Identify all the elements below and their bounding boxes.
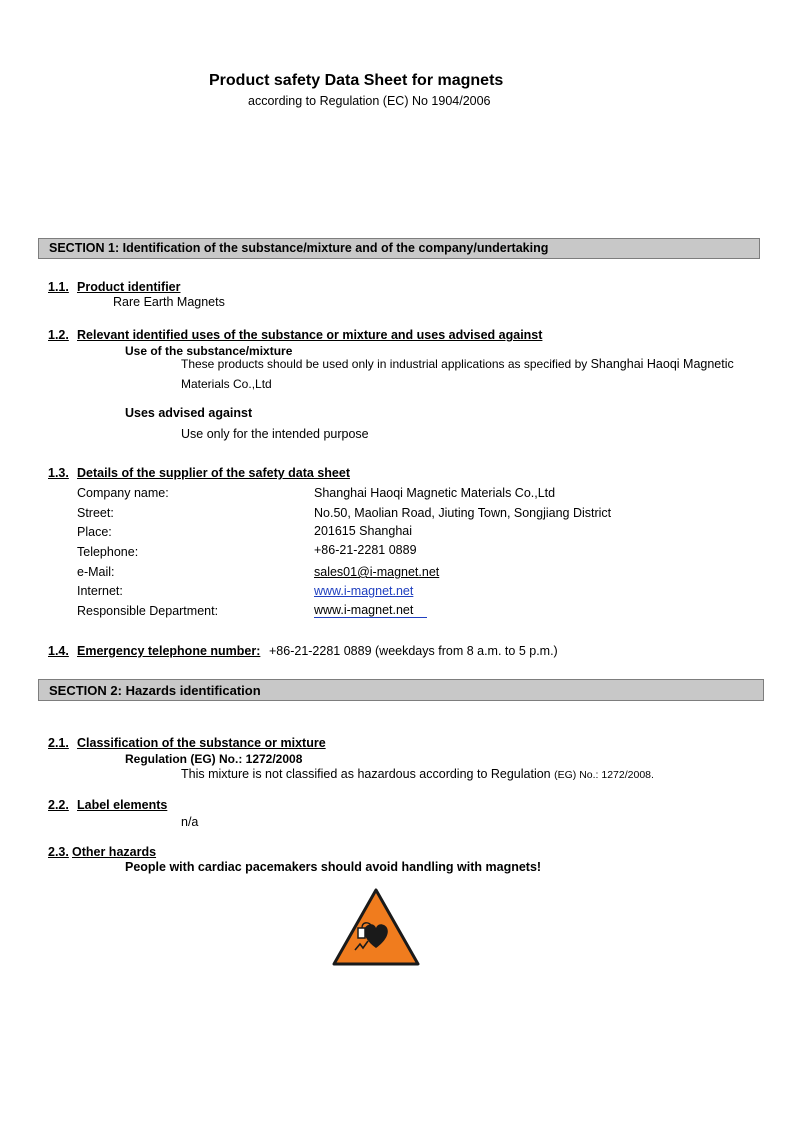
- supplier-value-telephone: +86-21-2281 0889: [314, 543, 417, 557]
- uses-against-text: Use only for the intended purpose: [181, 427, 369, 441]
- heading-2-3: [48, 845, 156, 859]
- uses-against-label: Uses advised against: [125, 406, 253, 420]
- supplier-label-internet: Internet:: [77, 584, 123, 598]
- heading-2-2: [48, 798, 167, 812]
- supplier-value-company: Shanghai Haoqi Magnetic Materials Co.,Ltd: [314, 486, 556, 500]
- supplier-value-street: No.50, Maolian Road, Jiuting Town, Songjiang District: [314, 506, 612, 520]
- heading-1-2-text: Relevant identified uses of the substance or mixture and uses advised against: [77, 328, 543, 342]
- heading-2-3-text: Other hazards: [72, 845, 157, 859]
- use-text: [181, 357, 734, 371]
- section-2-title: SECTION 2: Hazards identification: [49, 683, 261, 698]
- department-link[interactable]: www.i-magnet.net: [314, 603, 427, 618]
- product-identifier-value: Rare Earth Magnets: [113, 295, 225, 309]
- supplier-label-telephone: Telephone:: [77, 545, 139, 559]
- use-text-line-1: These products should be used only in industrial applications as specified by: [181, 357, 588, 371]
- supplier-label-company: Company name:: [77, 486, 169, 500]
- section-1-title: SECTION 1: Identification of the substance/mixture and of the company/undertaking: [49, 241, 549, 255]
- heading-1-3-number: 1.3.: [48, 466, 69, 480]
- emergency-hours: (weekdays from 8 a.m. to 5 p.m.): [375, 644, 558, 658]
- classification-text: [181, 767, 654, 781]
- pacemaker-warning-text: People with cardiac pacemakers should avoid handling with magnets!: [125, 860, 542, 874]
- heading-1-1-text: Product identifier: [77, 280, 181, 294]
- supplier-label-place: Place:: [77, 525, 112, 539]
- use-text-line-2: Materials Co.,Ltd: [181, 377, 272, 391]
- classification-text-small: (EG) No.: 1272/2008.: [554, 769, 654, 781]
- supplier-label-department: Responsible Department:: [77, 604, 219, 618]
- use-text-company: Shanghai Haoqi Magnetic: [590, 357, 734, 371]
- heading-1-4: [48, 644, 260, 658]
- heading-2-1-number: 2.1.: [48, 736, 69, 750]
- supplier-label-email: e-Mail:: [77, 565, 115, 579]
- heading-2-1-text: Classification of the substance or mixture: [77, 736, 326, 750]
- section-2-bar: [38, 679, 764, 701]
- label-elements-value: n/a: [181, 815, 199, 829]
- heading-2-3-number: 2.3.: [48, 845, 69, 859]
- heading-1-1-number: 1.1.: [48, 280, 69, 294]
- heading-1-2-number: 1.2.: [48, 328, 69, 342]
- emergency-phone-number: +86-21-2281 0889: [269, 644, 372, 658]
- heading-2-2-text: Label elements: [77, 798, 168, 812]
- heading-2-2-number: 2.2.: [48, 798, 69, 812]
- heading-1-4-text: Emergency telephone number:: [77, 644, 261, 658]
- internet-link[interactable]: www.i-magnet.net: [314, 584, 414, 598]
- classification-text-main: This mixture is not classified as hazardous according to Regulation: [181, 767, 551, 781]
- pacemaker-warning-icon: [332, 888, 420, 966]
- heading-2-1: [48, 736, 326, 750]
- supplier-value-place: 201615 Shanghai: [314, 524, 413, 538]
- use-label: Use of the substance/mixture: [125, 344, 293, 358]
- email-link[interactable]: sales01@i-magnet.net: [314, 565, 440, 579]
- heading-1-3-text: Details of the supplier of the safety data sheet: [77, 466, 350, 480]
- supplier-label-street: Street:: [77, 506, 114, 520]
- regulation-label: Regulation (EG) No.: 1272/2008: [125, 752, 303, 766]
- document-subtitle: according to Regulation (EC) No 1904/2006: [248, 94, 491, 108]
- document-title: Product safety Data Sheet for magnets: [209, 72, 504, 89]
- heading-1-4-number: 1.4.: [48, 644, 69, 658]
- section-1-bar: [38, 238, 760, 259]
- heading-1-3: [48, 466, 350, 480]
- emergency-phone: [269, 644, 558, 658]
- heading-1-2: [48, 328, 542, 342]
- heading-1-1: [48, 280, 180, 294]
